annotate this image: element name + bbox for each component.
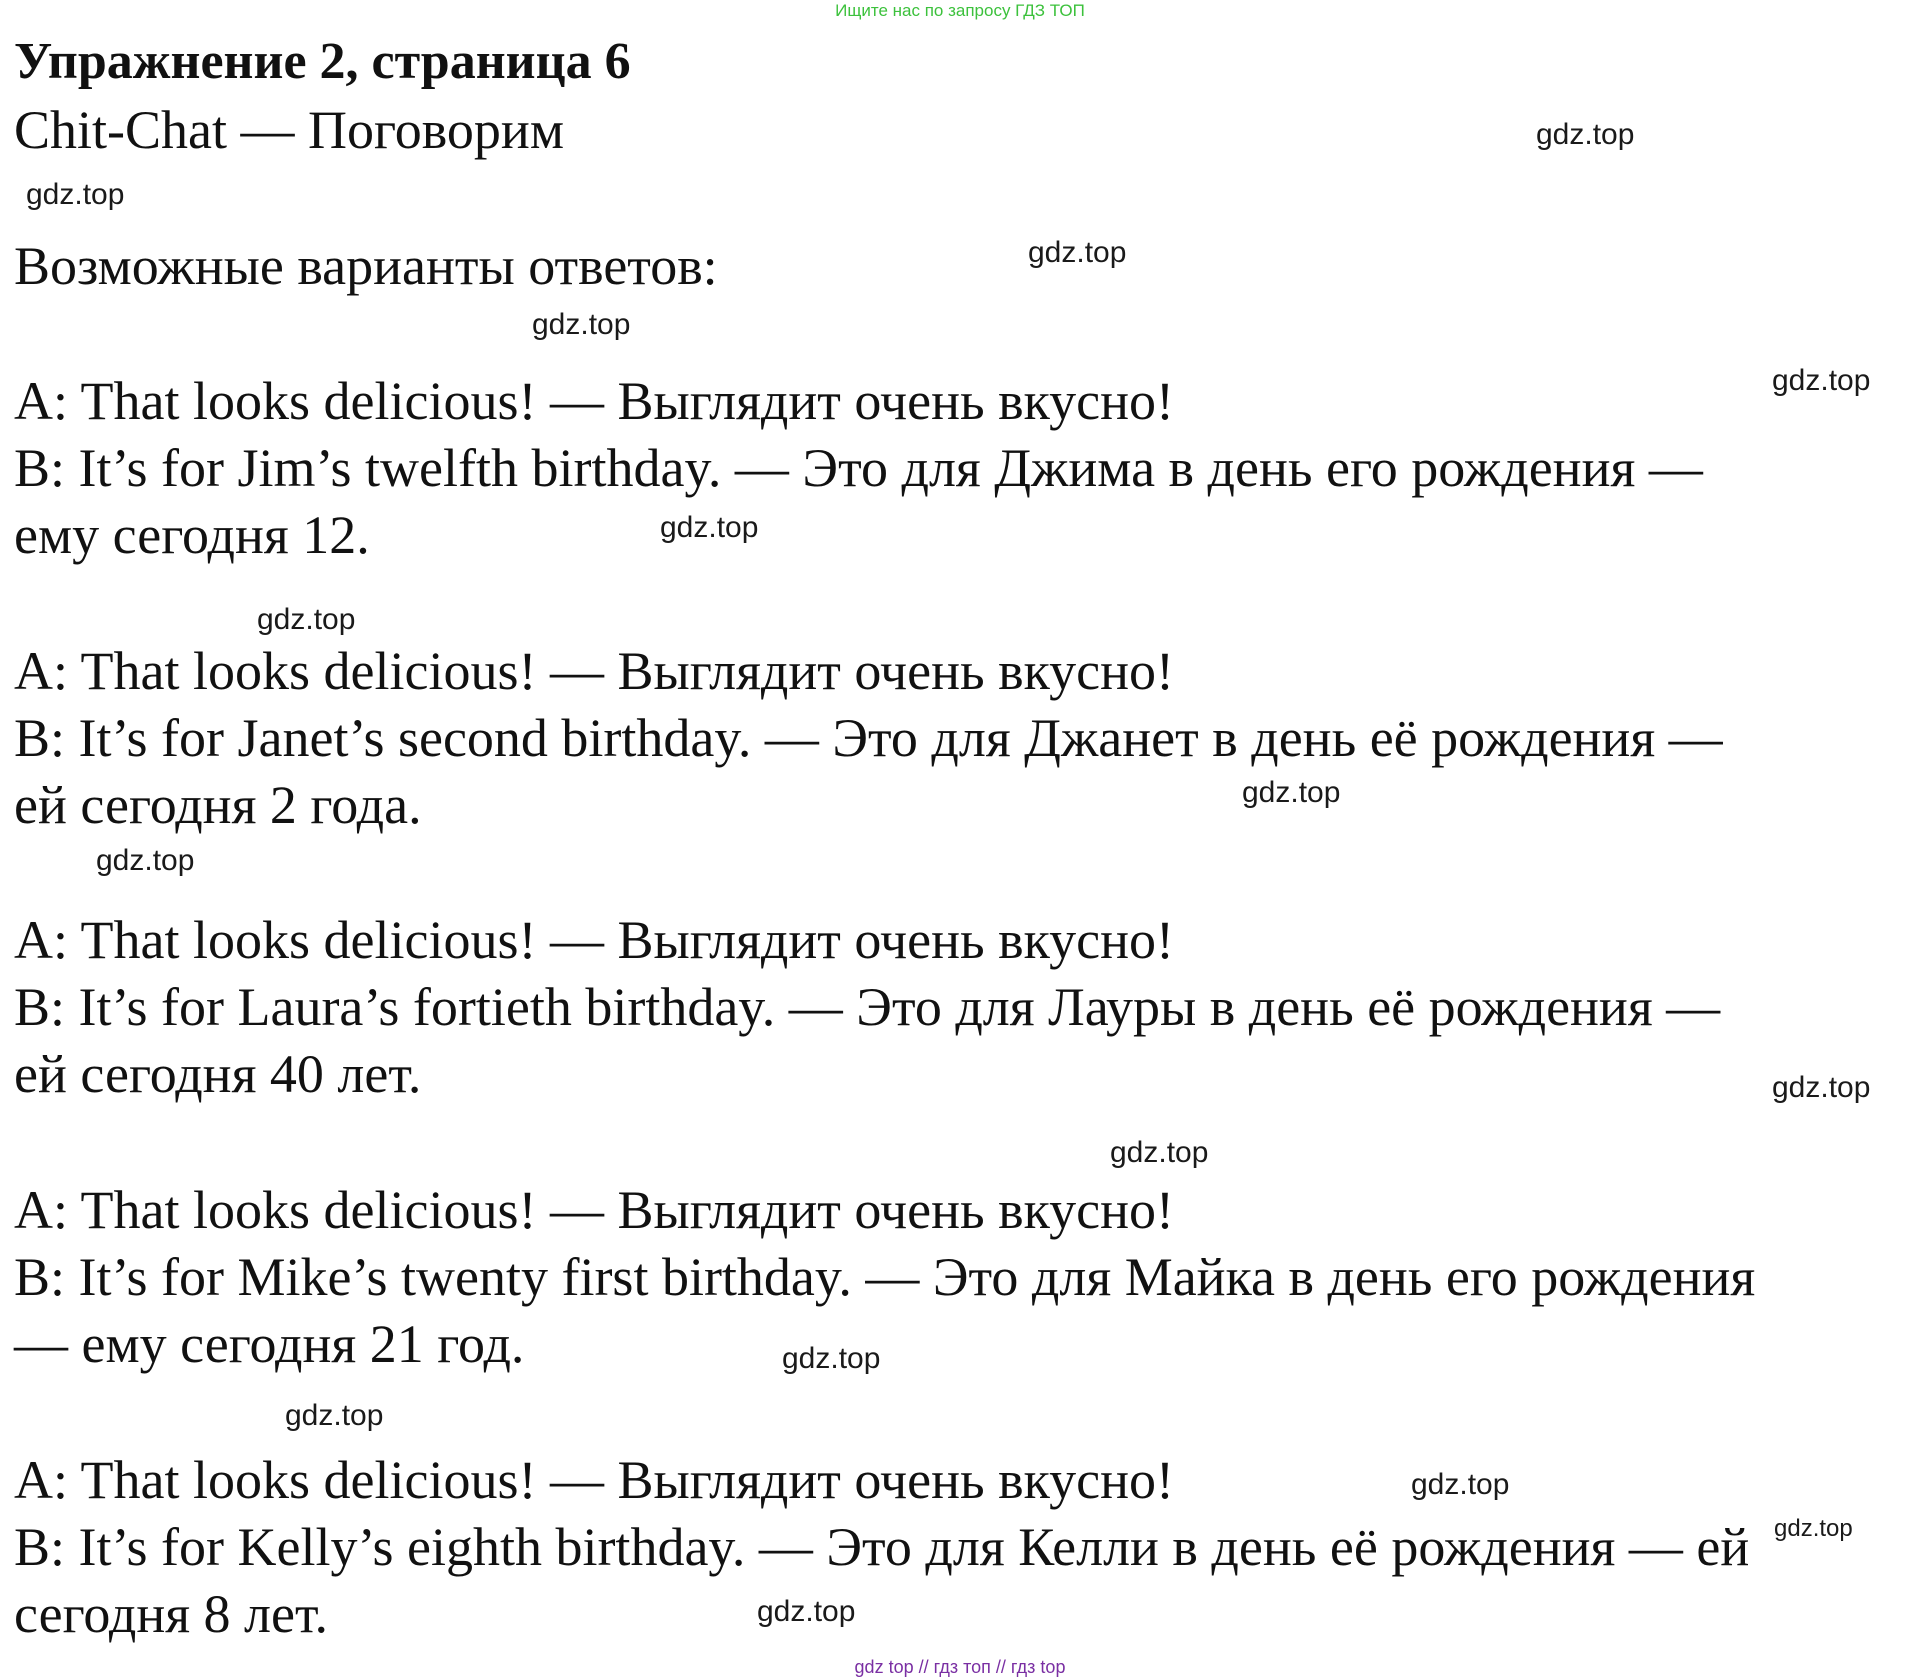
dialog-line: B: It’s for Laura’s fortieth birthday. — Это для Лауры в день её рождения — [14, 977, 1721, 1037]
top-banner: Ищите нас по запросу ГДЗ ТОП [835, 1, 1085, 20]
dialog-2 [14, 638, 1914, 839]
page-subtitle: Chit-Chat — Поговорим [14, 100, 564, 160]
watermark: gdz.top [1772, 364, 1871, 397]
watermark: gdz.top [1242, 776, 1341, 809]
watermark: gdz.top [1772, 1071, 1871, 1104]
watermark: gdz.top [1536, 118, 1635, 151]
dialog-line: ему сегодня 12. [14, 505, 370, 565]
watermark: gdz.top [1774, 1515, 1853, 1542]
watermark: gdz.top [285, 1399, 384, 1432]
dialog-line: — ему сегодня 21 год. [14, 1314, 525, 1374]
watermark: gdz.top [1110, 1136, 1209, 1169]
dialog-line: B: It’s for Janet’s second birthday. — Это для Джанет в день её рождения — [14, 708, 1723, 768]
dialog-line: B: It’s for Kelly’s eighth birthday. — Это для Келли в день её рождения — ей [14, 1517, 1750, 1577]
dialog-4 [14, 1177, 1914, 1378]
watermark: gdz.top [257, 603, 356, 636]
watermark: gdz.top [1028, 236, 1127, 269]
watermark: gdz.top [660, 511, 759, 544]
dialog-line: B: It’s for Jim’s twelfth birthday. — Это для Джима в день его рождения — [14, 438, 1703, 498]
page-title: Упражнение 2, страница 6 [14, 33, 631, 90]
dialog-line: A: That looks delicious! — Выглядит очень вкусно! [14, 1180, 1174, 1240]
dialog-line: сегодня 8 лет. [14, 1584, 329, 1644]
footer-links: gdz top // гдз топ // гдз top [854, 1657, 1066, 1677]
dialog-3 [14, 907, 1914, 1108]
watermark: gdz.top [782, 1342, 881, 1375]
dialog-line: B: It’s for Mike’s twenty first birthday. — Это для Майка в день его рождения [14, 1247, 1756, 1307]
dialog-5 [14, 1447, 1914, 1648]
dialog-line: ей сегодня 40 лет. [14, 1044, 422, 1104]
dialog-1 [14, 368, 1914, 569]
dialog-line: ей сегодня 2 года. [14, 775, 422, 835]
dialog-line: A: That looks delicious! — Выглядит очень вкусно! [14, 1450, 1174, 1510]
answers-heading: Возможные варианты ответов: [14, 236, 718, 296]
dialog-line: A: That looks delicious! — Выглядит очень вкусно! [14, 910, 1174, 970]
watermark: gdz.top [757, 1595, 856, 1628]
dialog-line: A: That looks delicious! — Выглядит очень вкусно! [14, 641, 1174, 701]
watermark: gdz.top [26, 178, 125, 211]
watermark: gdz.top [532, 308, 631, 341]
watermark: gdz.top [1411, 1468, 1510, 1501]
watermark: gdz.top [96, 844, 195, 877]
dialog-line: A: That looks delicious! — Выглядит очень вкусно! [14, 371, 1174, 431]
